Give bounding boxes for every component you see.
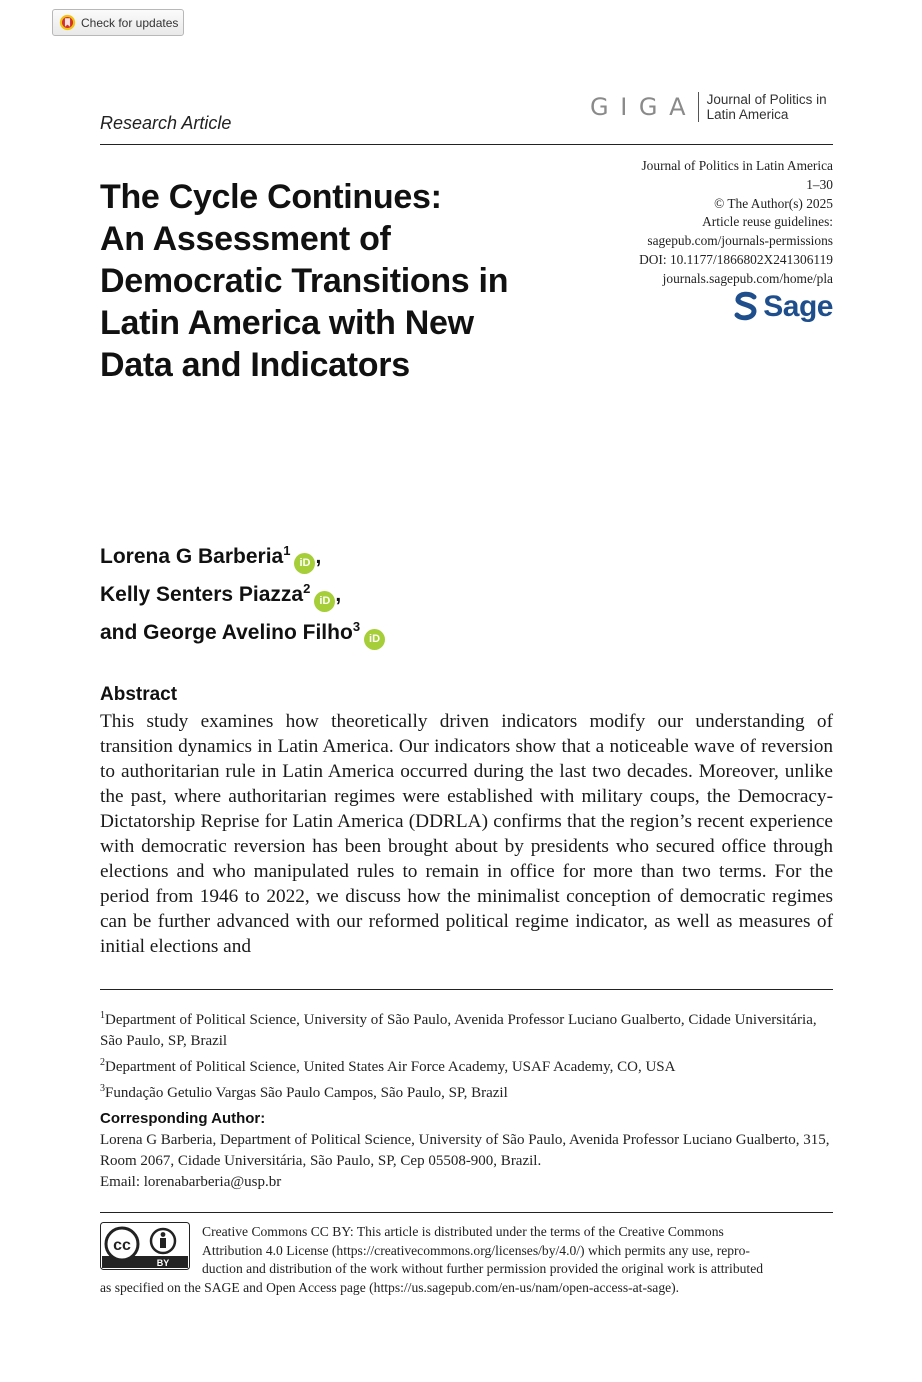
orcid-icon[interactable]: iD bbox=[294, 553, 315, 574]
check-for-updates-button[interactable] bbox=[52, 9, 184, 36]
title-line: An Assessment of bbox=[100, 220, 391, 258]
cc-letters: cc bbox=[113, 1237, 131, 1254]
abstract-divider bbox=[100, 989, 833, 990]
giga-logo bbox=[590, 90, 827, 124]
title-line: Data and Indicators bbox=[100, 346, 410, 384]
article-title bbox=[100, 176, 580, 386]
author bbox=[100, 574, 385, 612]
journal-home-link[interactable]: journals.sagepub.com/home/pla bbox=[662, 270, 833, 286]
title-line: Democratic Transitions in bbox=[100, 262, 509, 300]
orcid-icon[interactable]: iD bbox=[364, 629, 385, 650]
author-list bbox=[100, 536, 385, 650]
copyright: © The Author(s) 2025 bbox=[714, 195, 833, 211]
by-label: BY bbox=[156, 1258, 170, 1268]
giga-journal-line-2: Latin America bbox=[706, 107, 789, 122]
affiliation-text: Fundação Getulio Vargas São Paulo Campos, São Paulo, SP, Brazil bbox=[105, 1085, 508, 1101]
author-separator: , bbox=[315, 545, 322, 568]
page-range: 1–30 bbox=[806, 176, 833, 192]
giga-journal-line-1: Journal of Politics in bbox=[706, 92, 827, 107]
author-separator: , bbox=[335, 583, 342, 606]
sage-s-icon bbox=[733, 291, 759, 323]
affiliation-text: Department of Political Science, University of São Paulo, Avenida Professor Luciano Gualberto, Cidade Universitária, São Paulo, SP, Brazil bbox=[100, 1012, 817, 1049]
affiliation bbox=[100, 1052, 833, 1078]
affiliation bbox=[100, 1005, 833, 1052]
affiliation-number: 3 bbox=[100, 1083, 105, 1094]
corresponding-author-heading: Corresponding Author: bbox=[100, 1110, 266, 1127]
author-affiliation-mark: 3 bbox=[352, 619, 361, 634]
affiliation-number: 2 bbox=[100, 1057, 105, 1068]
author-affiliation-mark: 1 bbox=[283, 543, 291, 558]
check-for-updates-icon bbox=[59, 14, 76, 31]
title-line: The Cycle Continues: bbox=[100, 178, 442, 216]
license-line: duction and distribution of the work without further permission provided the original work is attributed bbox=[202, 1261, 764, 1277]
corresponding-author bbox=[100, 1130, 833, 1193]
author bbox=[100, 612, 385, 650]
corresponding-author-address: Lorena G Barberia, Department of Political Science, University of São Paulo, Avenida Professor Luciano Gualberto, 315, Room 2067, Cidade Universitária, São Paulo, SP, Cep 05508-900, Brazil. bbox=[100, 1132, 830, 1169]
author-name: and George Avelino Filho bbox=[100, 621, 353, 644]
author bbox=[100, 536, 385, 574]
permissions-link[interactable]: sagepub.com/journals-permissions bbox=[647, 233, 833, 249]
orcid-icon[interactable]: iD bbox=[314, 591, 335, 612]
doi[interactable]: DOI: 10.1177/1866802X241306119 bbox=[639, 251, 833, 267]
license-line: Creative Commons CC BY: This article is distributed under the terms of the Creative Commons bbox=[202, 1224, 724, 1239]
check-for-updates-label: Check for updates bbox=[81, 15, 179, 30]
license-divider bbox=[100, 1212, 833, 1213]
author-affiliation-mark: 2 bbox=[303, 581, 311, 596]
affiliation-number: 1 bbox=[100, 1010, 105, 1021]
corresponding-author-email[interactable]: Email: lorenabarberia@usp.br bbox=[100, 1174, 282, 1190]
logo-divider bbox=[698, 92, 699, 122]
affiliations bbox=[100, 1005, 833, 1104]
sage-wordmark: Sage bbox=[763, 290, 833, 323]
affiliation bbox=[100, 1078, 833, 1104]
author-name: Kelly Senters Piazza bbox=[100, 583, 304, 606]
giga-letters: G I G A bbox=[590, 93, 688, 121]
affiliation-text: Department of Political Science, United States Air Force Academy, USAF Academy, CO, USA bbox=[105, 1059, 676, 1075]
author-name: Lorena G Barberia bbox=[100, 545, 284, 568]
sage-logo bbox=[733, 290, 833, 324]
journal-name: Journal of Politics in Latin America bbox=[641, 158, 833, 173]
giga-journal-name bbox=[707, 92, 827, 122]
header-divider bbox=[100, 144, 833, 145]
title-line: Latin America with New bbox=[100, 304, 474, 342]
abstract-text: This study examines how theoretically driven indicators modify our understanding of transition dynamics in Latin America. Our indicators show that a noticeable wave of reversion to authoritarian rule in Latin America occurred during the last two decades. Moreover, unlike the past, where authoritarian regimes were established with military coups, the Democracy-Dictatorship Reprise for Latin America (DDRLA) confirms that the region’s recent experience with democratic reversion has been brought about by presidents who secured office through elections and who manipulated rules to remain in office for more than two terms. For the period from 1946 to 2022, we discuss how the minimalist conception of democratic regimes can be further advanced with our reformed political regime indicator, as well as measures of initial elections and bbox=[100, 711, 833, 957]
reuse-guidelines: Article reuse guidelines: bbox=[702, 214, 833, 230]
license-line: Attribution 4.0 License (https://creativecommons.org/licenses/by/4.0/) which permits any use, repro- bbox=[202, 1242, 750, 1258]
license-line: as specified on the SAGE and Open Access page (https://us.sagepub.com/en-us/nam/open-access-at-sage). bbox=[100, 1280, 680, 1296]
journal-info bbox=[639, 157, 833, 289]
article-type: Research Article bbox=[100, 113, 232, 133]
abstract-heading: Abstract bbox=[100, 684, 178, 705]
license-text bbox=[100, 1223, 833, 1298]
